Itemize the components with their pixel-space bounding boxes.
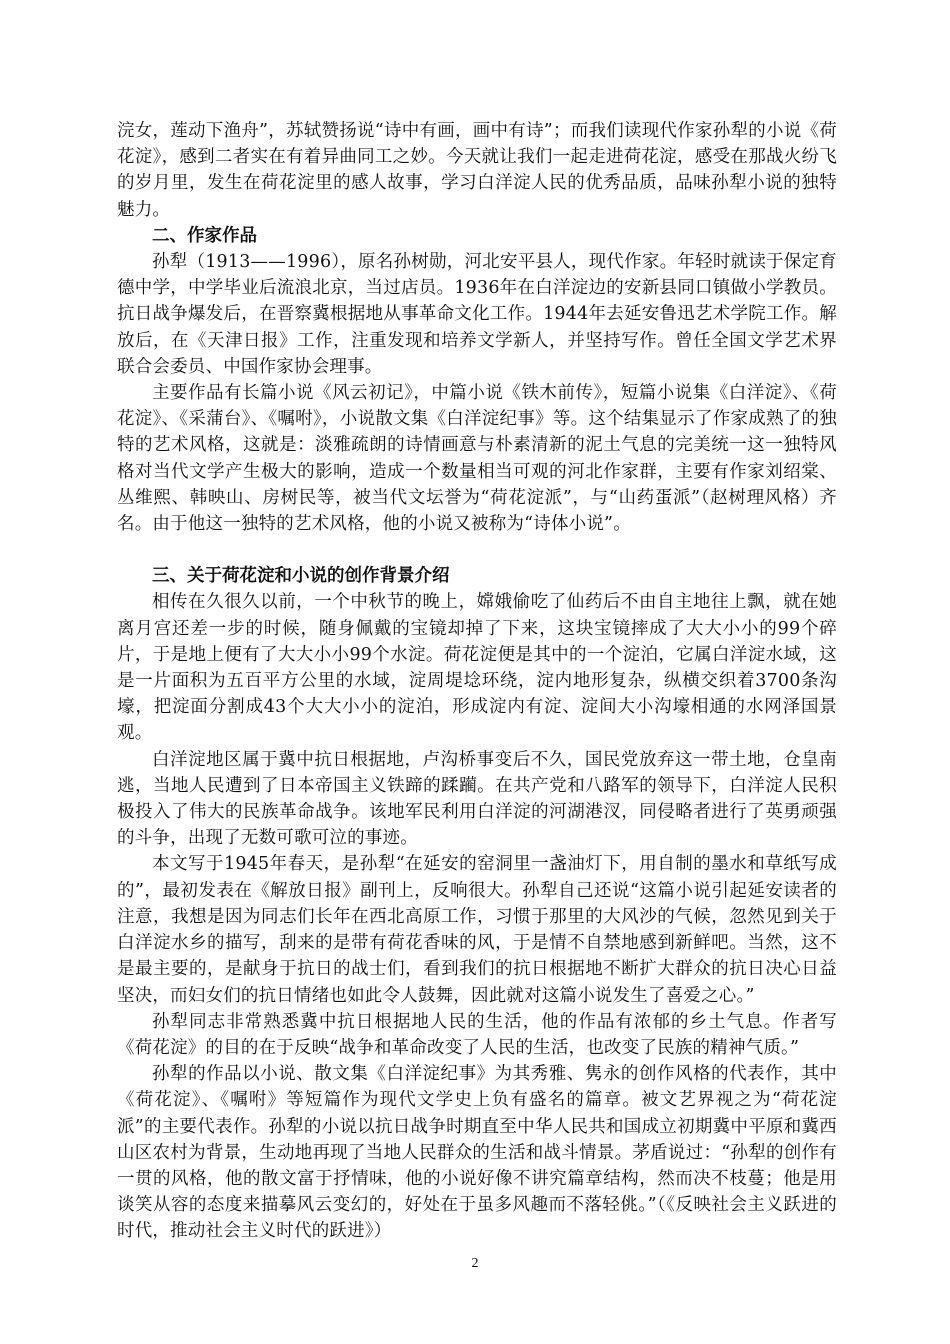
legend-paragraph: 相传在久很久以前，一个中秋节的晚上，嫦娥偷吃了仙药后不由自主地往上飘，就在她离月宫还差一步的时候，随身佩戴的宝镜却掉了下来，这块宝镜摔成了大大小小的99个碎片，于是地上便有了大大小小99个水淀。荷花淀便是其中的一个淀泊，它属白洋淀水域，这是一片面积为五百平方公里的水域，淀周堤埝环绕，淀内地形复杂，纵横交织着3700条沟壕，把淀面分割成43个大大小小的淀泊，形成淀内有淀、淀间大小沟壕相通的水网泽国景观。 (117, 592, 837, 744)
history-paragraph: 白洋淀地区属于冀中抗日根据地，卢沟桥事变后不久，国民党放弃这一带土地，仓皇南逃，当地人民遭到了日本帝国主义铁蹄的蹂躏。在共产党和八路军的领导下，白洋淀人民积极投入了伟大的民族革命战争。该地军民利用白洋淀的河湖港汊，同侵略者进行了英勇顽强的斗争，出现了无数可歌可泣的事迹。 (117, 749, 837, 849)
style-paragraph: 孙犁的作品以小说、散文集《白洋淀纪事》为其秀雅、隽永的创作风格的代表作，其中《荷花淀》、《嘱咐》等短篇作为现代文学史上负有盛名的篇章。被文艺界视之为“荷花淀派”的主要代表作。孙犁的小说以抗日战争时期直至中华人民共和国成立初期冀中平原和冀西山区农村为背景，生动地再现了当地人民群众的生活和战斗情景。茅盾说过：“孙犁的创作有一贯的风格，他的散文富于抒情味，他的小说好像不讲究篇章结构，然而决不枝蔓；他是用谈笑从容的态度来描摹风云变幻的，好处在于虽多风趣而不落轻佻。”（《反映社会主义跃进的时代，推动社会主义时代的跃进》） (117, 1064, 837, 1242)
page-number: 2 (471, 1256, 479, 1271)
section-heading-background: 三、关于荷花淀和小说的创作背景介绍 (152, 566, 450, 587)
works-paragraph: 主要作品有长篇小说《风云初记》，中篇小说《铁木前传》，短篇小说集《白洋淀》、《荷花淀》、《采蒲台》、《嘱咐》，小说散文集《白洋淀纪事》等。这个结集显示了作家成熟了的独特的艺术风格，这就是：淡雅疏朗的诗情画意与朴素清新的泥土气息的完美统一这一独特风格对当代文学产生极大的影响，造成一个数量相当可观的河北作家群，主要有作家刘绍棠、丛维熙、韩映山、房树民等，被当代文坛誉为“荷花淀派”，与“山药蛋派”（赵树理风格）齐名。由于他这一独特的艺术风格，他的小说又被称为“诗体小说”。 (117, 383, 837, 535)
writing-background-paragraph: 本文写于1945年春天，是孙犁“在延安的窑洞里一盏油灯下，用自制的墨水和草纸写成的”，最初发表在《解放日报》副刊上，反响很大。孙犁自己还说“这篇小说引起延安读者的注意，我想是因为同志们长年在西北高原工作，习惯于那里的大风沙的气候，忽然见到关于白洋淀水乡的描写，刮来的是带有荷花香味的风，于是情不自禁地感到新鲜吧。当然，这不是最主要的，是献身于抗日的战士们，看到我们的抗日根据地不断扩大群众的抗日决心日益坚决，而妇女们的抗日情绪也如此令人鼓舞，因此就对这篇小说发生了喜爱之心。” (117, 854, 837, 1006)
section-heading-author: 二、作家作品 (152, 225, 257, 246)
intro-paragraph: 浣女，莲动下渔舟”，苏轼赞扬说“诗中有画，画中有诗”；而我们读现代作家孙犁的小说《荷花淀》，感到二者实在有着异曲同工之妙。今天就让我们一起走进荷花淀，感受在那战火纷飞的岁月里，发生在荷花淀里的感人故事，学习白洋淀人民的优秀品质，品味孙犁小说的独特魅力。 (117, 121, 837, 220)
document-page (117, 118, 837, 1245)
author-bio-paragraph: 孙犁（1913——1996），原名孙树勋，河北安平县人，现代作家。年轻时就读于保定育德中学，中学毕业后流浪北京，当过店员。1936年在白洋淀边的安新县同口镇做小学教员。抗日战争爆发后，在晋察冀根据地从事革命文化工作。1944年去延安鲁迅艺术学院工作。解放后，在《天津日报》工作，注重发现和培养文学新人，并坚持写作。曾任全国文学艺术界联合会委员、中国作家协会理事。 (117, 252, 837, 377)
section-spacer (117, 537, 837, 563)
purpose-paragraph: 孙犁同志非常熟悉冀中抗日根据地人民的生活，他的作品有浓郁的乡土气息。作者写《荷花淀》的目的在于反映“战争和革命改变了人民的生活，也改变了民族的精神气质。” (117, 1011, 837, 1058)
